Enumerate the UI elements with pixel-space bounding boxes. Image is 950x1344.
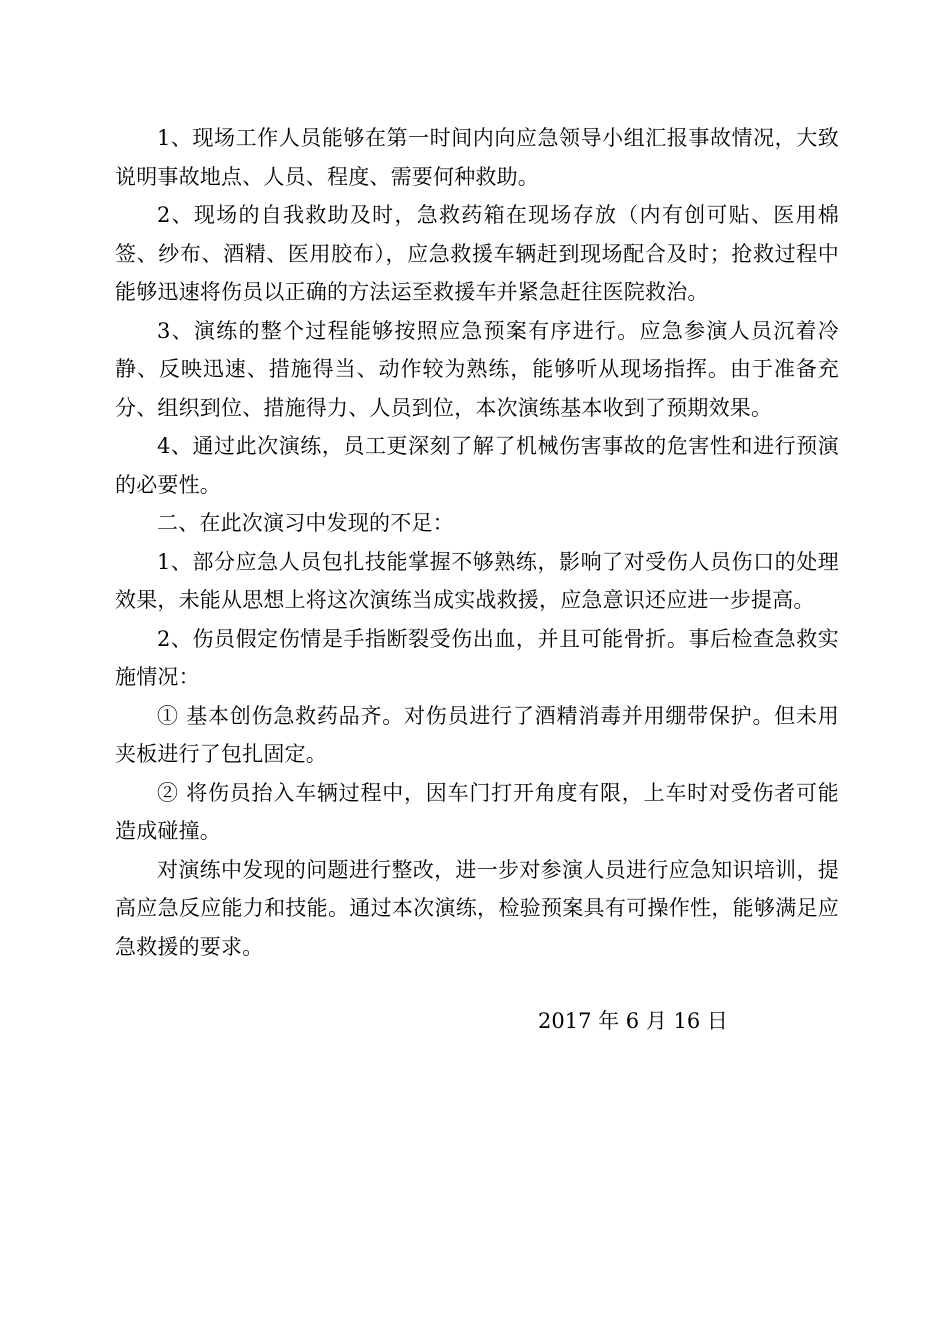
paragraph-shortcoming-item-2: ② 将伤员抬入车辆过程中，因车门打开角度有限，上车时对受伤者可能造成碰撞。 [115, 780, 839, 843]
document-body [115, 119, 839, 966]
paragraph-shortcoming-item-1: ① 基本创伤急救药品齐。对伤员进行了酒精消毒并用绷带保护。但未用夹板进行了包扎固定。 [115, 703, 839, 766]
paragraph-summary-1: 1、现场工作人员能够在第一时间内向应急领导小组汇报事故情况，大致说明事故地点、人员、程度、需要何种救助。 [115, 126, 839, 189]
document-date: 2017 年 6 月 16 日 [538, 1009, 728, 1033]
paragraph-summary-3: 3、演练的整个过程能够按照应急预案有序进行。应急参演人员沉着冷静、反映迅速、措施得当、动作较为熟练，能够听从现场指挥。由于准备充分、组织到位、措施得力、人员到位，本次演练基本收到了预期效果。 [115, 318, 839, 420]
paragraph-shortcoming-1: 1、部分应急人员包扎技能掌握不够熟练，影响了对受伤人员伤口的处理效果，未能从思想上将这次演练当成实战救援，应急意识还应进一步提高。 [115, 549, 839, 612]
section-heading-shortcomings: 二、在此次演习中发现的不足： [157, 511, 454, 535]
paragraph-summary-2: 2、现场的自我救助及时，急救药箱在现场存放（内有创可贴、医用棉签、纱布、酒精、医用胶布），应急救援车辆赶到现场配合及时；抢救过程中能够迅速将伤员以正确的方法运至救援车并紧急赶往医院救治。 [115, 203, 839, 304]
paragraph-summary-4: 4、通过此次演练，员工更深刻了解了机械伤害事故的危害性和进行预演的必要性。 [115, 434, 839, 497]
paragraph-conclusion: 对演练中发现的问题进行整改，进一步对参演人员进行应急知识培训，提高应急反应能力和技能。通过本次演练，检验预案具有可操作性，能够满足应急救援的要求。 [115, 857, 839, 959]
paragraph-shortcoming-2: 2、伤员假定伤情是手指断裂受伤出血，并且可能骨折。事后检查急救实施情况： [115, 626, 839, 689]
